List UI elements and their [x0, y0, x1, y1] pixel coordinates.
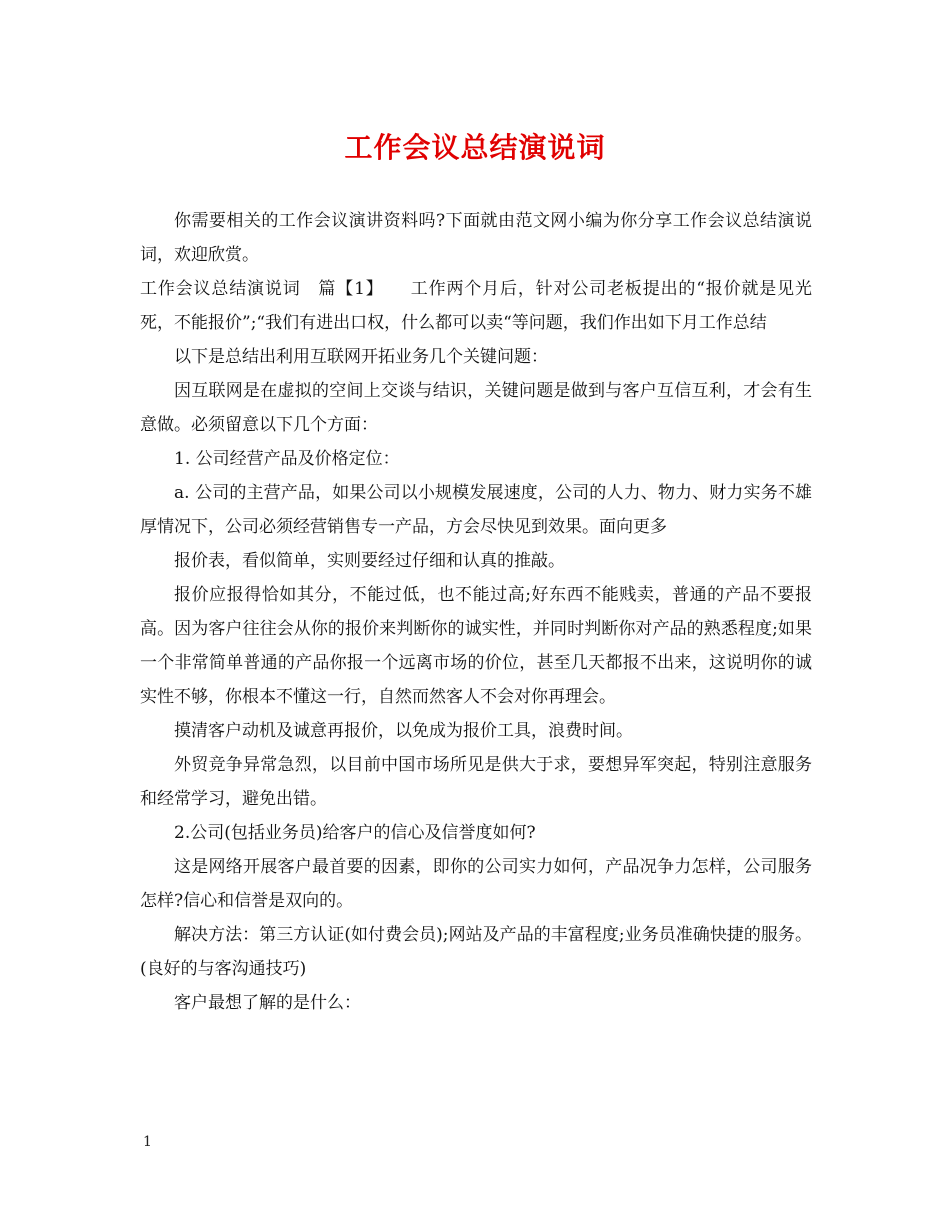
paragraph: 报价表，看似简单，实则要经过仔细和认真的推敲。: [174, 551, 565, 571]
paragraph: 报价应报得恰如其分，不能过低，也不能过高;好东西不能贱卖，普通的产品不要报高。因为客户往往会从你的报价来判断你的诚实性，并同时判断你对产品的熟悉程度;如果一个非常简单普通的产品你报一个远离市场的价位，甚至几天都报不出来，这说明你的诚实性不够，你根本不懂这一行，自然而然客人不会对你再理会。: [140, 585, 812, 707]
paragraph: 客户最想了解的是什么：: [174, 993, 361, 1013]
paragraph: 解决方法：第三方认证(如付费会员);网站及产品的丰富程度;业务员准确快捷的服务。(良好的与客沟通技巧): [140, 925, 812, 979]
paragraph: 外贸竞争异常急烈，以目前中国市场所见是供大于求，要想异军突起，特别注意服务和经常学习，避免出错。: [140, 755, 812, 809]
paragraph: 1. 公司经营产品及价格定位：: [174, 449, 400, 469]
paragraph: a. 公司的主营产品，如果公司以小规模发展速度，公司的人力、物力、财力实务不雄厚情况下，公司必须经营销售专一产品，方会尽快见到效果。面向更多: [140, 483, 812, 537]
document-body: [140, 204, 812, 1020]
page-number: 1: [143, 1134, 152, 1150]
paragraph: 2.公司(包括业务员)给客户的信心及信誉度如何?: [174, 823, 536, 843]
paragraph: 因互联网是在虚拟的空间上交谈与结识，关键问题是做到与客户互信互利，才会有生意做。必须留意以下几个方面：: [140, 381, 812, 435]
paragraph: 以下是总结出利用互联网开拓业务几个关键问题：: [174, 347, 548, 367]
document-title: 工作会议总结演说词: [344, 131, 606, 164]
paragraph: 你需要相关的工作会议演讲资料吗?下面就由范文网小编为你分享工作会议总结演说词，欢迎欣赏。: [140, 211, 812, 265]
paragraph: 这是网络开展客户最首要的因素，即你的公司实力如何，产品况争力怎样，公司服务怎样?信心和信誉是双向的。: [140, 857, 812, 911]
paragraph: 工作会议总结演说词 篇【1】 工作两个月后，针对公司老板提出的“报价就是见光死，不能报价”;“我们有进出口权，什么都可以卖“等问题，我们作出如下月工作总结: [140, 279, 812, 333]
paragraph: 摸清客户动机及诚意再报价，以免成为报价工具，浪费时间。: [174, 721, 633, 741]
